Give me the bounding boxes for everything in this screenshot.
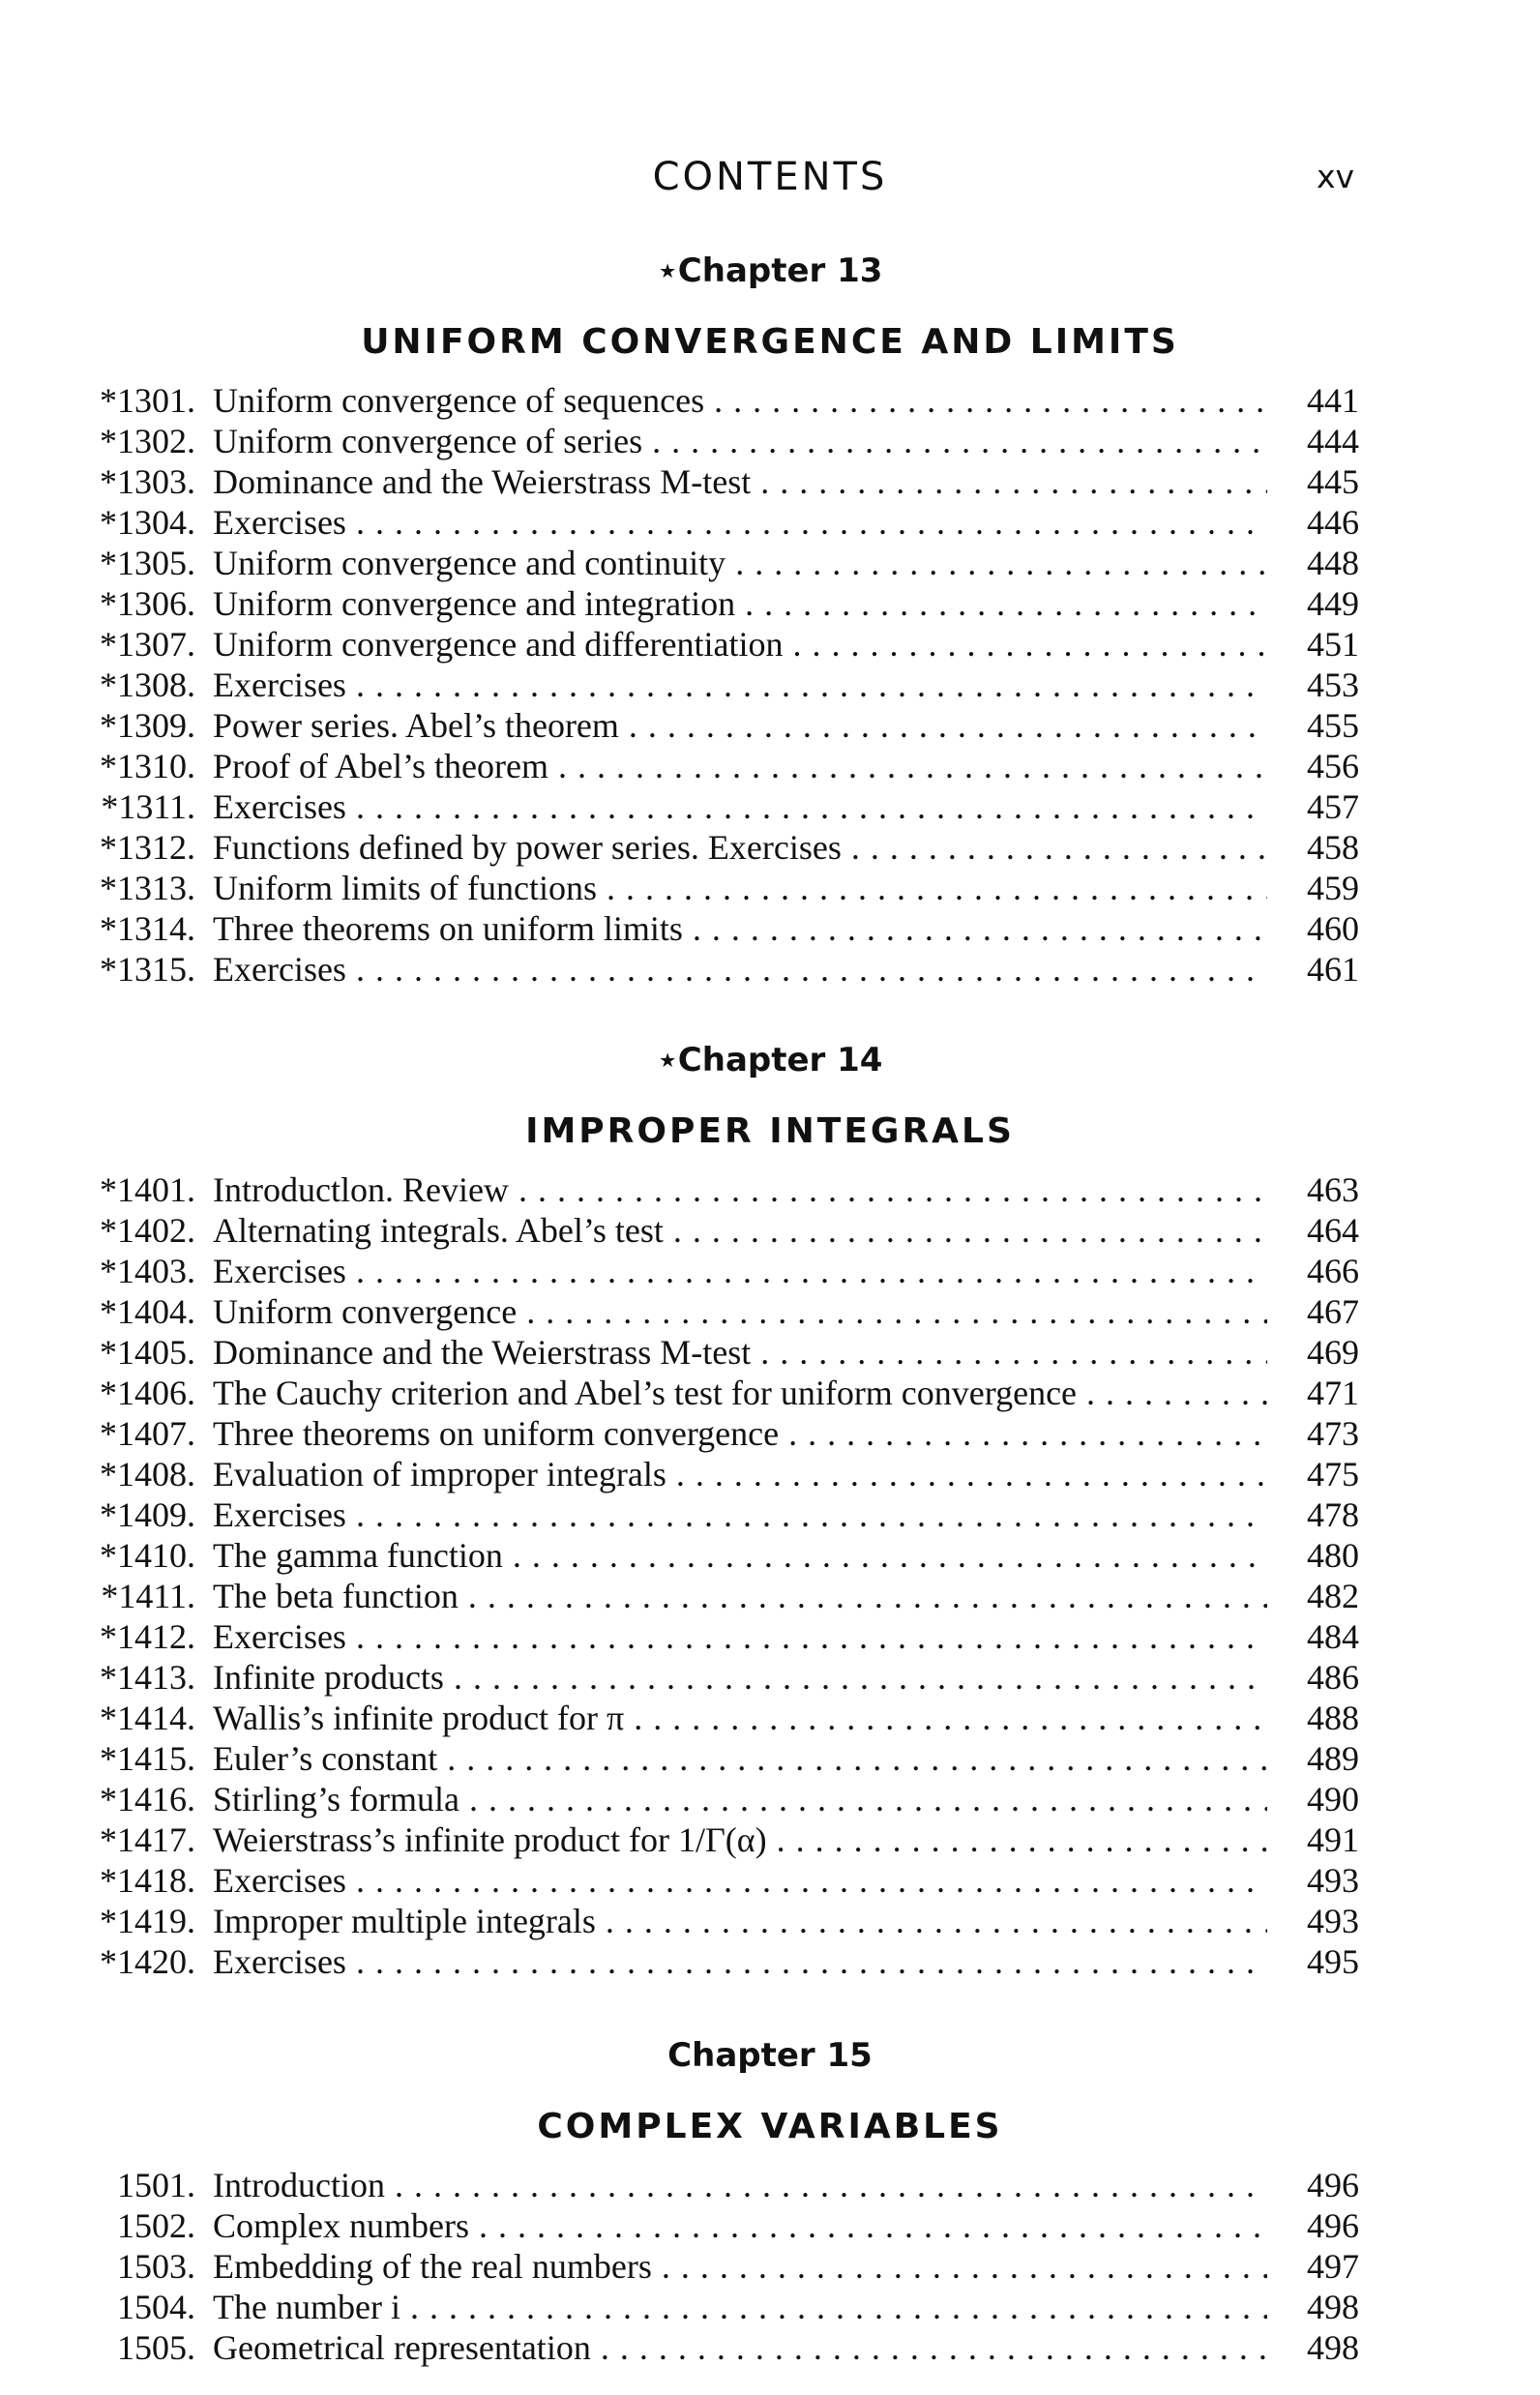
section-page: 448 [1307, 544, 1359, 582]
section-title: Uniform convergence of series [213, 422, 643, 460]
section-number: *1401. [100, 1170, 195, 1209]
section-page: 478 [1307, 1495, 1359, 1534]
running-head [0, 148, 1540, 206]
section-page: 486 [1307, 1658, 1359, 1697]
toc-entry-1403[interactable] [0, 1251, 1540, 1291]
toc-entry-1410[interactable] [0, 1535, 1540, 1576]
chapter-15 [0, 2031, 1540, 2368]
toc-entry-1314[interactable] [0, 908, 1540, 949]
section-page: 451 [1307, 625, 1359, 664]
section-title: Three theorems on uniform limits [213, 909, 683, 948]
section-number: *1303. [100, 462, 195, 501]
toc-entry-1405[interactable] [0, 1332, 1540, 1373]
section-number: *1408. [100, 1455, 195, 1493]
section-title: Complex numbers [213, 2206, 469, 2245]
toc-list [0, 1169, 1540, 1982]
section-page: 489 [1307, 1739, 1359, 1778]
section-title: The number i [213, 2288, 400, 2326]
toc-entry-1418[interactable] [0, 1860, 1540, 1901]
section-title: Uniform limits of functions [213, 869, 597, 907]
section-number: 1501. [117, 2166, 195, 2204]
chapter-label: Chapter 15 [667, 2036, 873, 2075]
toc-entry-1411[interactable] [0, 1576, 1540, 1616]
section-number: *1413. [100, 1658, 195, 1697]
section-number: *1312. [100, 828, 195, 867]
section-number: *1403. [100, 1252, 195, 1290]
section-page: 496 [1307, 2166, 1359, 2204]
toc-entry-1312[interactable] [0, 827, 1540, 868]
section-number: *1409. [100, 1495, 195, 1534]
section-number: *1406. [100, 1374, 195, 1412]
section-number: *1402. [100, 1211, 195, 1250]
section-title: Power series. Abel’s theorem [213, 706, 619, 745]
chapter-14 [0, 1036, 1540, 1982]
section-number: 1502. [117, 2206, 195, 2245]
section-page: 491 [1307, 1820, 1359, 1859]
section-number: *1410. [100, 1536, 195, 1575]
section-title: Functions defined by power series. Exercises [213, 828, 842, 867]
toc-entry-1310[interactable] [0, 746, 1540, 786]
section-title: Exercises [213, 1617, 346, 1656]
section-title: Proof of Abel’s theorem [213, 747, 548, 785]
section-number: *1404. [100, 1292, 195, 1331]
toc-entry-1407[interactable] [0, 1413, 1540, 1454]
section-page: 480 [1307, 1536, 1359, 1575]
section-title: Evaluation of improper integrals [213, 1455, 666, 1493]
section-title: The beta function [213, 1577, 459, 1615]
section-page: 469 [1307, 1333, 1359, 1372]
toc-entry-1408[interactable] [0, 1454, 1540, 1494]
section-number: *1405. [100, 1333, 195, 1372]
section-page: 471 [1307, 1374, 1359, 1412]
section-title: Wallis’s infinite product for π [213, 1699, 625, 1737]
toc-entry-1420[interactable] [0, 1941, 1540, 1982]
section-title: Geometrical representation [213, 2328, 591, 2367]
section-number: *1414. [100, 1699, 195, 1737]
section-title: Exercises [213, 503, 346, 542]
chapter-title: COMPLEX VARIABLES [537, 2107, 1003, 2146]
toc-entry-1501[interactable] [0, 2165, 1540, 2205]
section-page: 457 [1307, 787, 1359, 826]
chapter-13 [0, 247, 1540, 990]
section-number: *1301. [100, 381, 195, 420]
section-number: *1307. [100, 625, 195, 664]
page-number: xv [1316, 158, 1354, 195]
section-page: 441 [1307, 381, 1359, 420]
section-title: Exercises [213, 665, 346, 704]
toc-list [0, 380, 1540, 990]
section-page: 490 [1307, 1780, 1359, 1818]
section-title: Stirling’s formula [213, 1780, 459, 1818]
toc-entry-1304[interactable] [0, 502, 1540, 543]
section-page: 445 [1307, 462, 1359, 501]
toc-entry-1307[interactable] [0, 624, 1540, 665]
section-page: 475 [1307, 1455, 1359, 1493]
toc-entry-1412[interactable] [0, 1616, 1540, 1657]
section-number: *1309. [100, 706, 195, 745]
section-title: Alternating integrals. Abel’s test [213, 1211, 664, 1250]
section-page: 488 [1307, 1699, 1359, 1737]
chapter-label: ⋆Chapter 14 [657, 1041, 883, 1079]
section-number: *1304. [100, 503, 195, 542]
toc-entry-1308[interactable] [0, 665, 1540, 705]
toc-entry-1401[interactable] [0, 1169, 1540, 1210]
section-title: The Cauchy criterion and Abel’s test for uniform convergence [213, 1374, 1078, 1412]
section-page: 498 [1307, 2288, 1359, 2326]
section-page: 461 [1307, 950, 1359, 989]
section-page: 463 [1307, 1170, 1359, 1209]
section-page: 466 [1307, 1252, 1359, 1290]
section-title: Exercises [213, 1942, 346, 1981]
section-number: *1419. [100, 1902, 195, 1940]
section-title: Introduction [213, 2166, 385, 2204]
section-page: 446 [1307, 503, 1359, 542]
section-title: Dominance and the Weierstrass M-test [213, 462, 752, 501]
section-page: 453 [1307, 665, 1359, 704]
section-page: 496 [1307, 2206, 1359, 2245]
section-page: 493 [1307, 1861, 1359, 1900]
section-page: 456 [1307, 747, 1359, 785]
chapter-label: ⋆Chapter 13 [657, 251, 883, 290]
section-title: Exercises [213, 1252, 346, 1290]
toc-entry-1309[interactable] [0, 705, 1540, 746]
section-number: *1415. [100, 1739, 195, 1778]
section-title: Uniform convergence [213, 1292, 518, 1331]
section-page: 464 [1307, 1211, 1359, 1250]
section-page: 495 [1307, 1942, 1359, 1981]
section-page: 482 [1307, 1577, 1359, 1615]
section-title: Embedding of the real numbers [213, 2247, 652, 2286]
chapter-title: UNIFORM CONVERGENCE AND LIMITS [361, 322, 1179, 362]
section-number: *1311. [101, 787, 195, 826]
toc-entry-1504[interactable] [0, 2287, 1540, 2327]
section-page: 444 [1307, 422, 1359, 460]
section-title: Uniform convergence and integration [213, 584, 736, 623]
section-page: 473 [1307, 1414, 1359, 1453]
section-title: Exercises [213, 1861, 346, 1900]
section-page: 459 [1307, 869, 1359, 907]
toc-entry-1505[interactable] [0, 2327, 1540, 2368]
section-title: Infinite products [213, 1658, 444, 1697]
section-number: *1313. [100, 869, 195, 907]
section-number: *1314. [100, 909, 195, 948]
section-number: *1306. [100, 584, 195, 623]
section-page: 497 [1307, 2247, 1359, 2286]
section-number: *1407. [100, 1414, 195, 1453]
toc-entry-1413[interactable] [0, 1657, 1540, 1698]
section-title: Euler’s constant [213, 1739, 438, 1778]
toc-entry-1416[interactable] [0, 1779, 1540, 1819]
section-title: Uniform convergence of sequences [213, 381, 705, 420]
section-title: Uniform convergence and continuity [213, 544, 726, 582]
section-title: Uniform convergence and differentiation [213, 625, 784, 664]
section-page: 498 [1307, 2328, 1359, 2367]
toc-entry-1402[interactable] [0, 1210, 1540, 1251]
toc-entry-1414[interactable] [0, 1698, 1540, 1738]
toc-entry-1415[interactable] [0, 1738, 1540, 1779]
section-number: *1412. [100, 1617, 195, 1656]
section-title: Exercises [213, 787, 346, 826]
section-number: *1315. [100, 950, 195, 989]
toc-entry-1303[interactable] [0, 461, 1540, 502]
section-page: 493 [1307, 1902, 1359, 1940]
section-number: 1503. [117, 2247, 195, 2286]
section-number: *1308. [100, 665, 195, 704]
section-page: 484 [1307, 1617, 1359, 1656]
section-title: Dominance and the Weierstrass M-test [213, 1333, 752, 1372]
section-number: *1305. [100, 544, 195, 582]
section-title: Exercises [213, 1495, 346, 1534]
toc-entry-1417[interactable] [0, 1819, 1540, 1860]
section-number: *1420. [100, 1942, 195, 1981]
section-title: Weierstrass’s infinite product for 1/Γ(α) [213, 1820, 767, 1859]
toc-entry-1503[interactable] [0, 2246, 1540, 2287]
toc-entry-1419[interactable] [0, 1901, 1540, 1941]
toc-entry-1502[interactable] [0, 2205, 1540, 2246]
toc-entry-1311[interactable] [0, 786, 1540, 827]
section-title: The gamma function [213, 1536, 503, 1575]
toc-entry-1301[interactable] [0, 380, 1540, 421]
section-page: 460 [1307, 909, 1359, 948]
section-number: *1418. [100, 1861, 195, 1900]
section-number: *1310. [100, 747, 195, 785]
toc-entry-1306[interactable] [0, 583, 1540, 624]
toc-entry-1305[interactable] [0, 543, 1540, 583]
toc-entry-1404[interactable] [0, 1291, 1540, 1332]
section-page: 467 [1307, 1292, 1359, 1331]
page-title: CONTENTS [652, 155, 888, 199]
toc-list [0, 2165, 1540, 2368]
section-page: 458 [1307, 828, 1359, 867]
toc-entry-1315[interactable] [0, 949, 1540, 990]
section-title: Introductlon. Review [213, 1170, 509, 1209]
section-number: *1411. [101, 1577, 195, 1615]
section-number: *1417. [100, 1820, 195, 1859]
section-number: 1504. [117, 2288, 195, 2326]
toc-entry-1313[interactable] [0, 868, 1540, 908]
section-title: Improper multiple integrals [213, 1902, 596, 1940]
section-number: *1416. [100, 1780, 195, 1818]
section-number: 1505. [117, 2328, 195, 2367]
section-title: Exercises [213, 950, 346, 989]
chapter-title: IMPROPER INTEGRALS [525, 1111, 1015, 1151]
section-page: 455 [1307, 706, 1359, 745]
toc-entry-1409[interactable] [0, 1494, 1540, 1535]
toc-entry-1302[interactable] [0, 421, 1540, 461]
section-title: Three theorems on uniform convergence [213, 1414, 780, 1453]
section-number: *1302. [100, 422, 195, 460]
section-page: 449 [1307, 584, 1359, 623]
toc-entry-1406[interactable] [0, 1373, 1540, 1413]
